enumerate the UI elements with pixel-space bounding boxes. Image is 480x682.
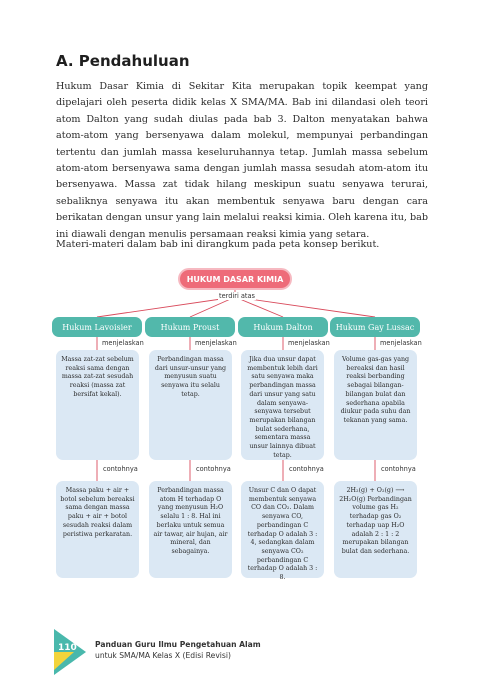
- example-lavoisier: Massa paku + air + botol sebelum bereaksi sama dengan massa paku + air + botol sesudah reaksi dalam peristiwa perkaratan.: [56, 481, 139, 578]
- summary-paragraph: Materi-materi dalam bab ini dirangkum pada peta konsep berikut.: [56, 239, 380, 250]
- law-dalton: Hukum Dalton: [238, 317, 328, 337]
- law-proust: Hukum Proust: [145, 317, 235, 337]
- relation-label-explain: menjelaskan: [288, 339, 330, 347]
- description-proust: Perbandingan massa dari unsur-unsur yang menyusun suatu senyawa itu selalu tetap.: [149, 350, 232, 460]
- footer-book-title: Panduan Guru Ilmu Pengetahuan Alam: [95, 640, 261, 649]
- relation-label-example: contohnya: [103, 465, 138, 473]
- example-gay-lussac: 2H₂(g) + O₂(g) ⟶ 2H₂O(g) Perbandingan volume gas H₂ terhadap gas O₂ terhadap uap H₂O adalah 2 : 1 : 2 merupakan bilangan bulat dan sederhana.: [334, 481, 417, 578]
- description-dalton: Jika dua unsur dapat membentuk lebih dari satu senyawa maka perbandingan massa dari unsur yang satu dalam senyawa-senyawa tersebut merupakan bilangan bulat sederhana, sementara massa unsur lainnya dibuat tetap.: [241, 350, 324, 460]
- example-proust: Perbandingan massa atom H terhadap O yang menyusun H₂O selalu 1 : 8. Hal ini berlaku untuk semua air tawar, air hujan, air mineral, dan sebagainya.: [149, 481, 232, 578]
- description-gay-lussac: Volume gas-gas yang bereaksi dan hasil reaksi berbanding sebagai bilangan-bilangan bulat dan sederhana apabila diukur pada suhu dan tekanan yang sama.: [334, 350, 417, 460]
- relation-label-explain: menjelaskan: [102, 339, 144, 347]
- relation-label-explain: menjelaskan: [380, 339, 422, 347]
- footer-yellow-triangle: [54, 652, 74, 670]
- relation-label-top: terdiri atas: [219, 292, 255, 300]
- concept-map-title: HUKUM DASAR KIMIA: [178, 268, 292, 290]
- description-lavoisier: Massa zat-zat sebelum reaksi sama dengan massa zat-zat sesudah reaksi (massa zat bersifat kekal).: [56, 350, 139, 460]
- example-dalton: Unsur C dan O dapat membentuk senyawa CO dan CO₂. Dalam senyawa CO, perbandingan C terhadap O adalah 3 : 4, sedangkan dalam senyawa CO₂ perbandingan C terhadap O adalah 3 : 8.: [241, 481, 324, 578]
- section-heading: A. Pendahuluan: [56, 52, 190, 70]
- law-gay-lussac: Hukum Gay Lussac: [330, 317, 420, 337]
- intro-paragraph: Hukum Dasar Kimia di Sekitar Kita merupakan topik keempat yang dipelajari oleh peserta didik kelas X SMA/MA. Bab ini dilandasi oleh teori atom Dalton yang sudah diulas pada bab 3. Dalton menyatakan bahwa atom-atom yang bersenyawa dalam molekul, mempunyai perbandingan tertentu dan jumlah massa keseluruhannya tetap. Jumlah massa sebelum atom-atom bersenyawa sama dengan jumlah massa sesudah atom-atom itu bersenyawa. Massa zat tidak hilang meskipun suatu senyawa terurai, sebaliknya senyawa itu akan membentuk senyawa baru dengan cara berikatan dengan unsur yang lain melalui reaksi kimia. Oleh karena itu, bab ini diawali dengan menulis persamaan reaksi kimia yang setara.: [56, 81, 429, 240]
- relation-label-example: contohnya: [381, 465, 416, 473]
- relation-label-example: contohnya: [196, 465, 231, 473]
- footer-book-subtitle: untuk SMA/MA Kelas X (Edisi Revisi): [95, 651, 231, 660]
- law-lavoisier: Hukum Lavoisier: [52, 317, 142, 337]
- relation-label-example: contohnya: [289, 465, 324, 473]
- relation-label-explain: menjelaskan: [195, 339, 237, 347]
- page-number: 110: [58, 643, 77, 653]
